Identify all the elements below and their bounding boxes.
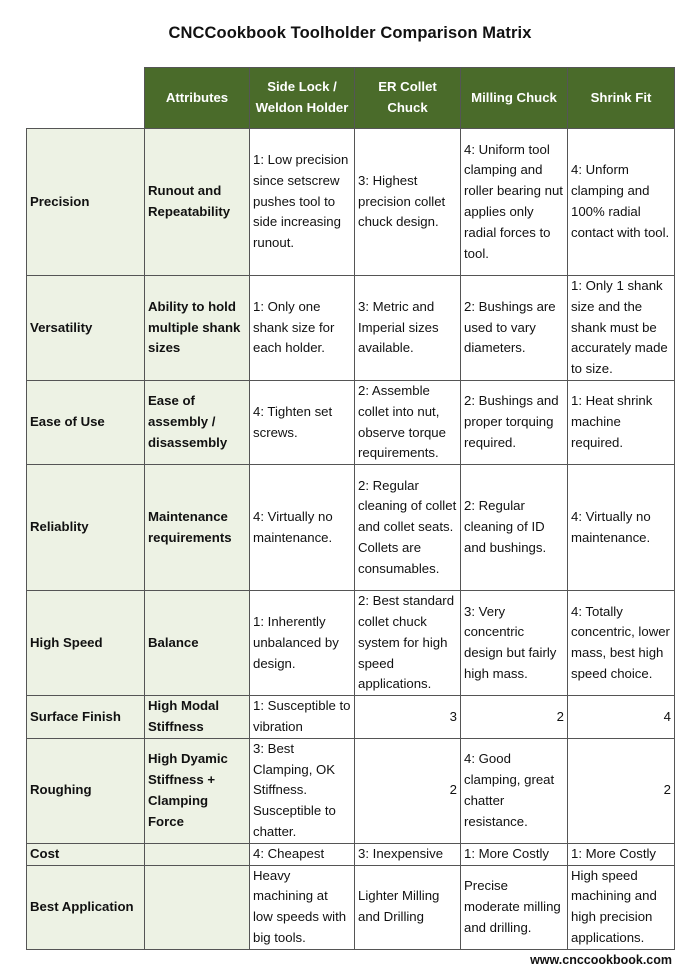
row-label: Cost — [27, 843, 145, 865]
row-label: Precision — [27, 129, 145, 276]
page-title: CNCCookbook Toolholder Comparison Matrix — [168, 24, 532, 42]
row-attribute: Balance — [145, 591, 250, 696]
header-shrink-fit: Shrink Fit — [568, 68, 675, 129]
row-attribute: Runout and Repeatability — [145, 129, 250, 276]
row-label: Surface Finish — [27, 696, 145, 739]
table-cell: 2: Bushings and proper torquing required. — [461, 381, 568, 465]
row-label: Roughing — [27, 738, 145, 843]
table-row — [27, 129, 675, 276]
table-cell: 2: Regular cleaning of collet and collet seats. Collets are consumables. — [355, 465, 461, 591]
table-cell: 1: Only one shank size for each holder. — [250, 276, 355, 381]
table-cell: 2: Assemble collet into nut, observe torque requirements. — [355, 381, 461, 465]
table-cell: 4: Tighten set screws. — [250, 381, 355, 465]
table-cell: 1: More Costly — [461, 843, 568, 865]
table-row — [27, 276, 675, 381]
table-row — [27, 465, 675, 591]
table-cell: 4 — [568, 696, 675, 739]
table-cell: 2: Bushings are used to vary diameters. — [461, 276, 568, 381]
table-cell: Heavy machining at low speeds with big tools. — [250, 865, 355, 949]
table-cell: 2: Regular cleaning of ID and bushings. — [461, 465, 568, 591]
table-cell: 4: Virtually no maintenance. — [568, 465, 675, 591]
header-attributes: Attributes — [145, 68, 250, 129]
comparison-table — [26, 67, 675, 950]
table-cell: 3: Metric and Imperial sizes available. — [355, 276, 461, 381]
row-label: High Speed — [27, 591, 145, 696]
table-cell: 1: Only 1 shank size and the shank must be accurately made to size. — [568, 276, 675, 381]
table-row — [27, 696, 675, 739]
header-side-lock: Side Lock / Weldon Holder — [250, 68, 355, 129]
row-attribute — [145, 843, 250, 865]
row-label: Best Application — [27, 865, 145, 949]
footer-url: www.cnccookbook.com — [530, 953, 672, 967]
table-row — [27, 843, 675, 865]
row-attribute: Ease of assembly / disassembly — [145, 381, 250, 465]
table-cell: 4: Cheapest — [250, 843, 355, 865]
table-cell: 3: Best Clamping, OK Stiffness. Susceptible to chatter. — [250, 738, 355, 843]
table-row — [27, 381, 675, 465]
table-cell: 4: Uniform tool clamping and roller bearing nut applies only radial forces to tool. — [461, 129, 568, 276]
header-row — [27, 68, 675, 129]
table-cell: 2: Best standard collet chuck system for high speed applications. — [355, 591, 461, 696]
header-milling-chuck: Milling Chuck — [461, 68, 568, 129]
row-attribute: Ability to hold multiple shank sizes — [145, 276, 250, 381]
table-row — [27, 865, 675, 949]
table-cell: 3: Inexpensive — [355, 843, 461, 865]
table-cell: 1: Susceptible to vibration — [250, 696, 355, 739]
table-cell: Precise moderate milling and drilling. — [461, 865, 568, 949]
header-blank-cell — [27, 68, 145, 129]
row-attribute: Maintenance requirements — [145, 465, 250, 591]
table-row — [27, 738, 675, 843]
row-label: Ease of Use — [27, 381, 145, 465]
table-cell: 3 — [355, 696, 461, 739]
table-cell: Lighter Milling and Drilling — [355, 865, 461, 949]
row-attribute — [145, 865, 250, 949]
row-label: Versatility — [27, 276, 145, 381]
header-er-collet: ER Collet Chuck — [355, 68, 461, 129]
table-cell: 2 — [461, 696, 568, 739]
table-cell: 4: Unform clamping and 100% radial contact with tool. — [568, 129, 675, 276]
table-cell: 3: Very concentric design but fairly high mass. — [461, 591, 568, 696]
table-cell: 4: Good clamping, great chatter resistance. — [461, 738, 568, 843]
row-label: Reliablity — [27, 465, 145, 591]
table-cell: 1: More Costly — [568, 843, 675, 865]
table-cell: High speed machining and high precision applications. — [568, 865, 675, 949]
table-cell: 2 — [568, 738, 675, 843]
table-cell: 3: Highest precision collet chuck design. — [355, 129, 461, 276]
table-cell: 4: Virtually no maintenance. — [250, 465, 355, 591]
table-cell: 2 — [355, 738, 461, 843]
row-attribute: High Dyamic Stiffness + Clamping Force — [145, 738, 250, 843]
table-cell: 1: Low precision since setscrew pushes tool to side increasing runout. — [250, 129, 355, 276]
table-cell: 1: Heat shrink machine required. — [568, 381, 675, 465]
table-row — [27, 591, 675, 696]
table-cell: 1: Inherently unbalanced by design. — [250, 591, 355, 696]
table-cell: 4: Totally concentric, lower mass, best high speed choice. — [568, 591, 675, 696]
row-attribute: High Modal Stiffness — [145, 696, 250, 739]
